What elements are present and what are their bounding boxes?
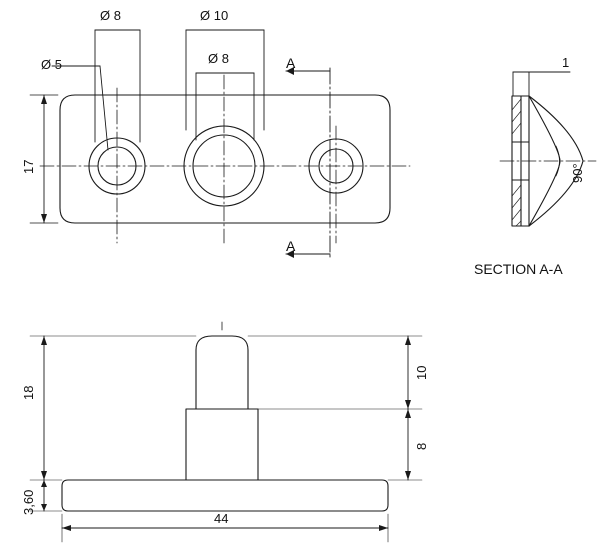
section-title: SECTION A-A — [474, 261, 563, 277]
dim-18 — [30, 336, 196, 480]
dim-label-dia5: Ø 5 — [41, 57, 62, 72]
dim-label-1: 1 — [562, 55, 570, 70]
dim-label-8: 8 — [414, 442, 429, 450]
section-hatching — [512, 99, 521, 226]
top-view-centerlines — [40, 75, 410, 243]
dim-dia8-mid-leader — [196, 73, 254, 140]
front-view-upper-boss — [196, 336, 248, 409]
dim-label-17: 17 — [21, 159, 36, 174]
section-letter-top: A — [286, 55, 296, 71]
dim-label-dia8-left: Ø 8 — [100, 8, 121, 23]
dim-label-dia8-mid: Ø 8 — [208, 51, 229, 66]
dim-label-90deg: 90° — [570, 163, 585, 183]
dim-label-dia10: Ø 10 — [200, 8, 229, 23]
dim-dia10-leader — [186, 30, 264, 130]
front-view-lower-boss — [186, 409, 258, 480]
top-view-plate-outline — [60, 95, 390, 223]
dim-label-44: 44 — [214, 511, 229, 526]
dim-10 — [248, 336, 422, 409]
section-letter-bottom: A — [286, 238, 296, 254]
dim-label-18: 18 — [21, 385, 36, 400]
dim-label-10: 10 — [414, 365, 429, 380]
dim-label-360: 3,60 — [21, 489, 36, 515]
dim-1-leader — [513, 72, 570, 96]
front-view-base-plate — [62, 480, 388, 511]
